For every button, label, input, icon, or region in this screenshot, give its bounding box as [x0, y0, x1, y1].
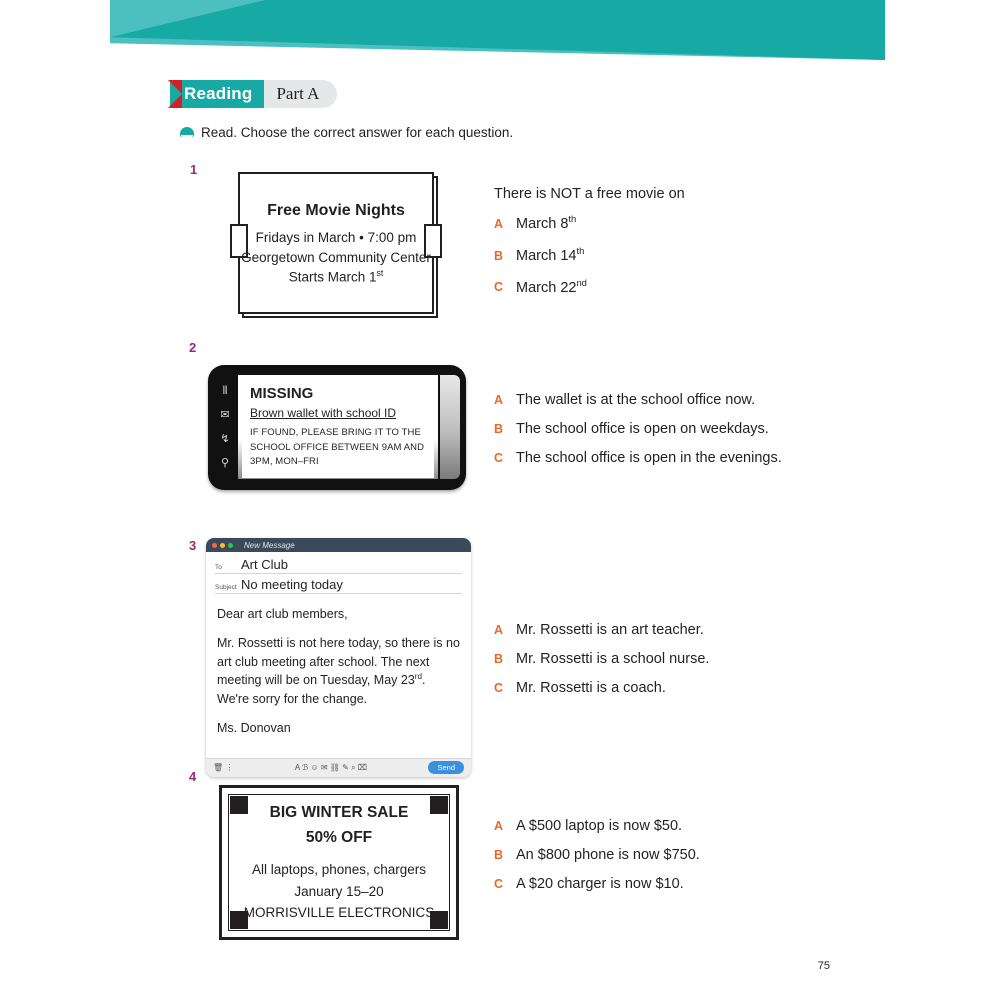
answer-option[interactable]	[494, 651, 709, 667]
email-to-field[interactable]	[215, 557, 462, 574]
answer-text: The school office is open in the evenings.	[516, 450, 782, 466]
phone-icon-strip	[216, 379, 234, 475]
sale-line-2: January 15–20	[294, 883, 384, 899]
instruction-line	[180, 125, 513, 140]
flyer-start-line	[289, 267, 384, 287]
sale-title: BIG WINTER SALE	[269, 804, 409, 822]
answer-text: Mr. Rossetti is a coach.	[516, 680, 666, 696]
sale-line-3: MORRISVILLE ELECTRONICS	[243, 905, 435, 921]
answer-letter: B	[494, 848, 504, 862]
answer-letter: B	[494, 422, 504, 436]
item-number-2: 2	[189, 340, 197, 355]
item-number-4: 4	[189, 769, 197, 784]
headset-icon	[180, 127, 194, 138]
email-subject-value: No meeting today	[241, 577, 343, 592]
stimulus-phone-2	[208, 365, 466, 490]
answer-option[interactable]	[494, 245, 587, 264]
answers-item-4	[494, 818, 700, 905]
answer-text: The wallet is at the school office now.	[516, 392, 756, 408]
share-icon[interactable]: ↯	[220, 433, 230, 445]
answer-text: March 8th	[516, 213, 577, 232]
answer-text: March 22nd	[516, 276, 587, 296]
answer-letter: A	[494, 819, 504, 833]
answer-option[interactable]	[494, 213, 587, 232]
answer-letter: C	[494, 877, 504, 891]
send-button[interactable]: Send	[428, 761, 464, 774]
item-number-1: 1	[190, 162, 198, 177]
flyer-title: Free Movie Nights	[267, 201, 405, 219]
answer-option[interactable]	[494, 622, 709, 638]
answer-letter: A	[494, 623, 504, 637]
answer-option[interactable]	[494, 392, 782, 408]
answer-option[interactable]	[494, 277, 587, 296]
email-greeting: Dear art club members,	[217, 607, 348, 621]
header-banner	[110, 0, 885, 60]
flyer-start-sup: st	[376, 268, 384, 279]
search-icon[interactable]: ⚲	[220, 457, 230, 469]
flyer-start-text: Starts March 1	[288, 269, 377, 285]
email-subject-field[interactable]	[215, 577, 462, 594]
answers-item-2	[494, 392, 782, 479]
answers-item-1	[494, 213, 587, 308]
mail-icon[interactable]: ✉	[220, 409, 230, 421]
email-compose-area	[206, 552, 471, 758]
sale-line-1: All laptops, phones, chargers	[251, 861, 427, 877]
email-subject-label: Subject	[215, 584, 237, 591]
answer-option[interactable]	[494, 818, 700, 834]
ribbon-decoration	[110, 80, 170, 108]
section-label: Reading	[170, 80, 264, 108]
answer-text: A $500 laptop is now $50.	[516, 818, 683, 834]
poster-subtitle: Brown wallet with school ID	[250, 406, 397, 420]
answer-option[interactable]	[494, 876, 700, 892]
stimulus-flyer-1	[238, 172, 438, 318]
answer-text: An $800 phone is now $750.	[516, 847, 700, 863]
answer-letter: B	[494, 248, 504, 263]
answer-letter: C	[494, 451, 504, 465]
answers-item-3	[494, 622, 709, 709]
flyer-line-2: Georgetown Community Center	[241, 249, 431, 265]
answer-letter: A	[494, 393, 504, 407]
flyer-line-1: Fridays in March • 7:00 pm	[255, 230, 417, 245]
answer-text: The school office is open on weekdays.	[516, 421, 769, 437]
stimulus-email-3	[206, 538, 471, 777]
email-toolbar-format-icons[interactable]: A ℬ ☺ ✉ ⛓ ✎ ⌕ ⌧	[294, 762, 368, 772]
instruction-text: Read. Choose the correct answer for each question.	[201, 125, 514, 140]
email-paragraph: Mr. Rossetti is not here today, so there is no art club meeting after school. The next meeting will be on Tuesday, May 23rd. We're sorry for the change.	[217, 635, 460, 707]
email-to-value: Art Club	[241, 557, 288, 572]
section-titlebar	[110, 80, 337, 108]
answer-letter: C	[494, 681, 504, 695]
answer-option[interactable]	[494, 680, 709, 696]
email-to-label: To	[215, 564, 222, 571]
menu-icon[interactable]: ⦀	[222, 385, 228, 397]
answer-letter: C	[494, 280, 504, 295]
question-stem-1: There is NOT a free movie on	[494, 186, 685, 202]
answer-option[interactable]	[494, 450, 782, 466]
email-toolbar	[206, 758, 471, 777]
answer-text: March 14th	[516, 244, 585, 264]
missing-poster	[242, 379, 434, 478]
email-signature: Ms. Donovan	[217, 720, 291, 735]
item-number-3: 3	[189, 538, 197, 553]
poster-title: MISSING	[250, 385, 314, 402]
answer-text: Mr. Rossetti is an art teacher.	[516, 622, 704, 638]
email-message-body	[215, 597, 462, 758]
phone-side-panel	[440, 375, 460, 479]
email-window-title: New Message	[244, 540, 295, 550]
page-number: 75	[817, 960, 830, 972]
answer-text: Mr. Rossetti is a school nurse.	[516, 651, 710, 667]
close-icon[interactable]	[212, 543, 217, 548]
email-toolbar-left-icons[interactable]: 🗑 ⋮	[213, 763, 234, 773]
answer-letter: B	[494, 652, 504, 666]
part-label: Part A	[264, 80, 337, 108]
answer-option[interactable]	[494, 421, 782, 437]
minimize-icon[interactable]	[220, 543, 225, 548]
stimulus-sale-4	[219, 785, 459, 940]
sale-discount: 50% OFF	[305, 829, 373, 847]
email-window-titlebar	[206, 538, 471, 552]
answer-option[interactable]	[494, 847, 700, 863]
poster-body: IF FOUND, PLEASE BRING IT TO THE SCHOOL OFFICE BETWEEN 9AM AND 3PM, MON–FRI	[250, 427, 425, 468]
answer-text: A $20 charger is now $10.	[516, 876, 684, 892]
maximize-icon[interactable]	[228, 543, 233, 548]
answer-letter: A	[494, 216, 504, 231]
